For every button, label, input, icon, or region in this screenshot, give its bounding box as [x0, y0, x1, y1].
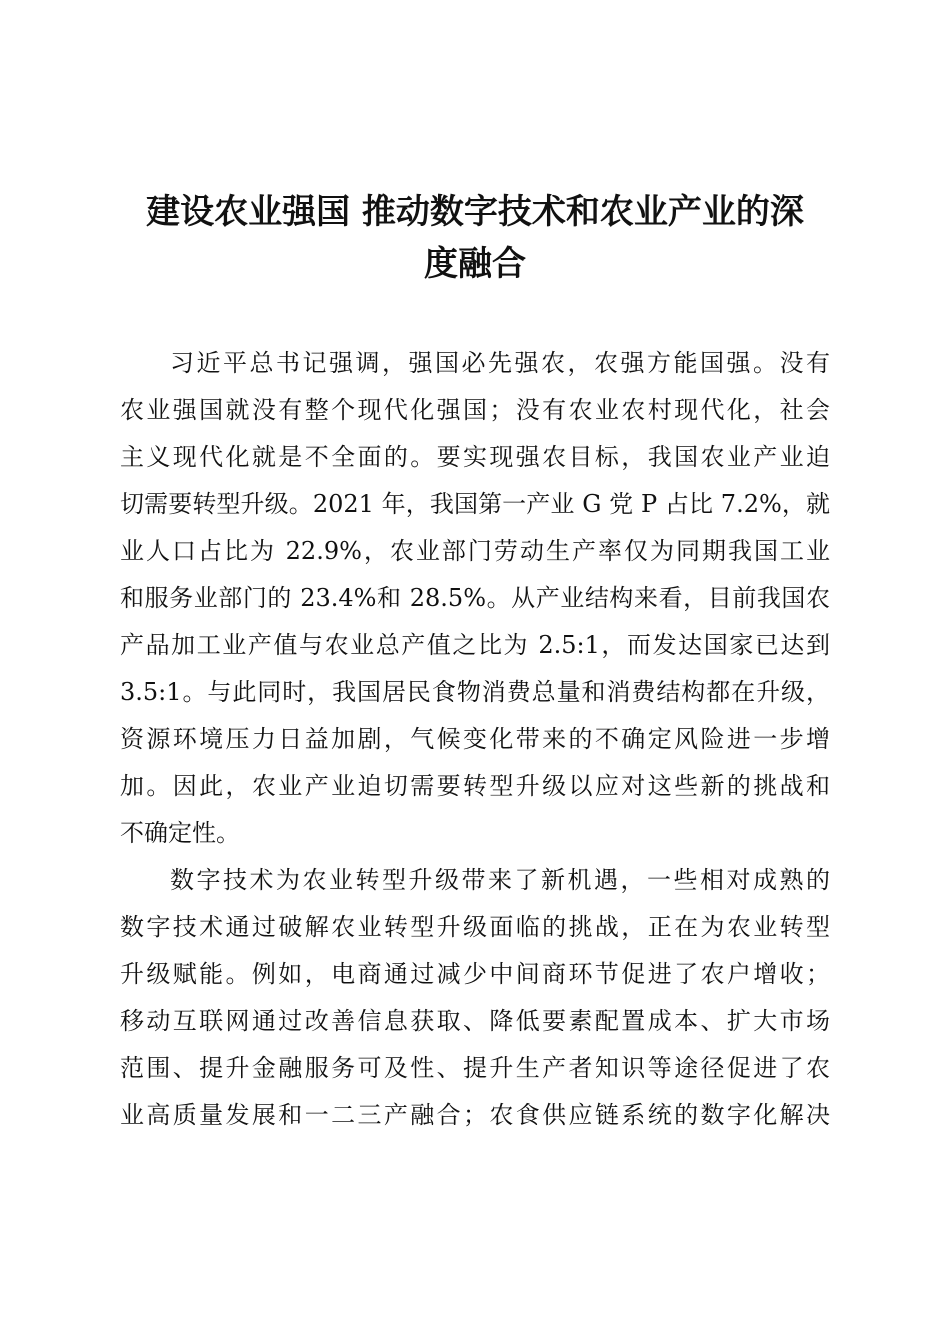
- text-line: 数字技术通过破解农业转型升级面临的挑战，正在为农业转型: [120, 913, 830, 941]
- text-line: 产品加工业产值与农业总产值之比为 2.5:1，而发达国家已达到: [120, 631, 830, 659]
- text-line: 移动互联网通过改善信息获取、降低要素配置成本、扩大市场: [120, 1007, 830, 1035]
- text-line: 农业强国就没有整个现代化强国；没有农业农村现代化，社会: [120, 396, 830, 424]
- paragraph-2: [120, 857, 830, 1139]
- text-line: 业人口占比为 22.9%，农业部门劳动生产率仅为同期我国工业: [120, 537, 830, 565]
- text-line: 切需要转型升级。2021 年，我国第一产业 G 党 P 占比 7.2%，就: [120, 490, 830, 518]
- text-line: 不确定性。: [120, 819, 240, 847]
- text-line: 习近平总书记强调，强国必先强农，农强方能国强。没有: [170, 349, 830, 377]
- text-line: 加。因此，农业产业迫切需要转型升级以应对这些新的挑战和: [120, 772, 830, 800]
- document-body: [120, 340, 830, 1139]
- title-line: 度融合: [424, 244, 526, 284]
- paragraph-1: [120, 340, 830, 857]
- text-line: 和服务业部门的 23.4%和 28.5%。从产业结构来看，目前我国农: [120, 584, 830, 612]
- text-line: 3.5:1。与此同时，我国居民食物消费总量和消费结构都在升级，: [120, 678, 830, 706]
- text-line: 升级赋能。例如，电商通过减少中间商环节促进了农户增收；: [120, 960, 830, 988]
- document-title: [110, 186, 840, 290]
- text-line: 资源环境压力日益加剧，气候变化带来的不确定风险进一步增: [120, 725, 830, 753]
- text-line: 业高质量发展和一二三产融合；农食供应链系统的数字化解决: [120, 1101, 830, 1129]
- text-line: 数字技术为农业转型升级带来了新机遇，一些相对成熟的: [170, 866, 830, 894]
- text-line: 范围、提升金融服务可及性、提升生产者知识等途径促进了农: [120, 1054, 830, 1082]
- title-line: 建设农业强国 推动数字技术和农业产业的深: [146, 192, 804, 232]
- text-line: 主义现代化就是不全面的。要实现强农目标，我国农业产业迫: [120, 443, 830, 471]
